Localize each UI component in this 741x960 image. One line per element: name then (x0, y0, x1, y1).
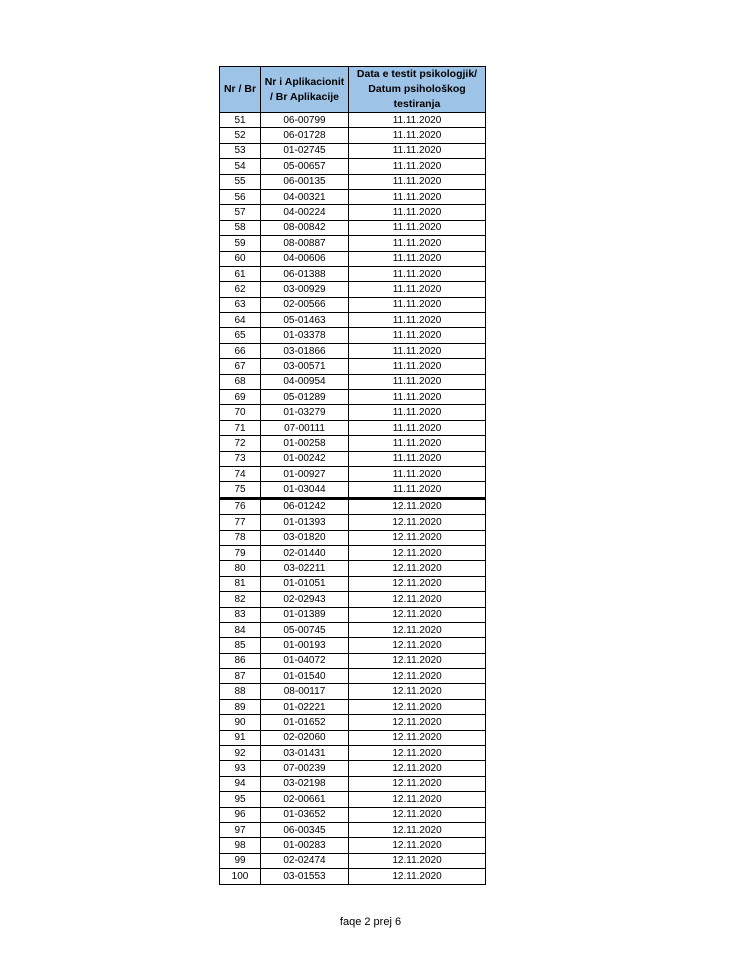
row-application-number: 06-01242 (261, 498, 349, 514)
row-nr: 75 (220, 482, 261, 498)
row-application-number: 03-02198 (261, 776, 349, 791)
row-application-number: 06-00135 (261, 174, 349, 189)
row-application-number: 01-03378 (261, 328, 349, 343)
table-row (220, 592, 486, 607)
row-application-number: 03-01866 (261, 343, 349, 358)
row-test-date: 11.11.2020 (349, 482, 486, 498)
row-nr: 80 (220, 561, 261, 576)
row-nr: 89 (220, 699, 261, 714)
row-nr: 76 (220, 498, 261, 514)
row-nr: 52 (220, 128, 261, 143)
row-application-number: 02-02943 (261, 592, 349, 607)
table-row (220, 746, 486, 761)
row-nr: 53 (220, 143, 261, 158)
row-test-date: 12.11.2020 (349, 592, 486, 607)
row-test-date: 11.11.2020 (349, 251, 486, 266)
row-test-date: 12.11.2020 (349, 622, 486, 637)
row-test-date: 12.11.2020 (349, 515, 486, 530)
row-application-number: 07-00239 (261, 761, 349, 776)
row-test-date: 12.11.2020 (349, 776, 486, 791)
row-test-date: 11.11.2020 (349, 359, 486, 374)
row-application-number: 01-00258 (261, 436, 349, 451)
row-application-number: 02-00566 (261, 297, 349, 312)
row-nr: 67 (220, 359, 261, 374)
table-row (220, 236, 486, 251)
table-row (220, 545, 486, 560)
table-row (220, 282, 486, 297)
table-row (220, 530, 486, 545)
row-application-number: 06-00799 (261, 113, 349, 128)
row-test-date: 11.11.2020 (349, 189, 486, 204)
table-row (220, 328, 486, 343)
row-test-date: 11.11.2020 (349, 374, 486, 389)
row-test-date: 12.11.2020 (349, 576, 486, 591)
header-nr: Nr / Br (220, 67, 261, 113)
row-nr: 59 (220, 236, 261, 251)
table-row (220, 451, 486, 466)
row-test-date: 11.11.2020 (349, 128, 486, 143)
row-nr: 93 (220, 761, 261, 776)
row-application-number: 04-00321 (261, 189, 349, 204)
row-application-number: 03-01431 (261, 746, 349, 761)
row-nr: 63 (220, 297, 261, 312)
row-test-date: 12.11.2020 (349, 545, 486, 560)
table-row (220, 853, 486, 868)
row-application-number: 01-01393 (261, 515, 349, 530)
row-application-number: 02-01440 (261, 545, 349, 560)
row-test-date: 12.11.2020 (349, 638, 486, 653)
header-application-number: Nr i Aplikacionit / Br Aplikacije (261, 67, 349, 113)
table-row (220, 359, 486, 374)
row-nr: 70 (220, 405, 261, 420)
row-application-number: 05-00745 (261, 622, 349, 637)
table-row (220, 390, 486, 405)
row-test-date: 11.11.2020 (349, 313, 486, 328)
row-application-number: 01-00193 (261, 638, 349, 653)
table-row (220, 776, 486, 791)
row-application-number: 05-01289 (261, 390, 349, 405)
row-test-date: 12.11.2020 (349, 530, 486, 545)
row-application-number: 04-00606 (261, 251, 349, 266)
row-test-date: 12.11.2020 (349, 853, 486, 868)
row-application-number: 01-03279 (261, 405, 349, 420)
row-application-number: 03-00571 (261, 359, 349, 374)
row-nr: 82 (220, 592, 261, 607)
row-nr: 69 (220, 390, 261, 405)
row-nr: 62 (220, 282, 261, 297)
row-nr: 65 (220, 328, 261, 343)
row-test-date: 11.11.2020 (349, 451, 486, 466)
row-test-date: 12.11.2020 (349, 715, 486, 730)
row-application-number: 01-01389 (261, 607, 349, 622)
row-test-date: 12.11.2020 (349, 669, 486, 684)
row-nr: 64 (220, 313, 261, 328)
table-row (220, 684, 486, 699)
table-row (220, 822, 486, 837)
table-row (220, 715, 486, 730)
table-row (220, 143, 486, 158)
row-test-date: 11.11.2020 (349, 328, 486, 343)
table-row (220, 730, 486, 745)
row-test-date: 11.11.2020 (349, 113, 486, 128)
row-nr: 78 (220, 530, 261, 545)
row-nr: 97 (220, 822, 261, 837)
row-nr: 72 (220, 436, 261, 451)
table-row (220, 128, 486, 143)
row-test-date: 12.11.2020 (349, 807, 486, 822)
row-test-date: 12.11.2020 (349, 498, 486, 514)
row-nr: 54 (220, 159, 261, 174)
row-test-date: 11.11.2020 (349, 405, 486, 420)
row-nr: 79 (220, 545, 261, 560)
row-test-date: 12.11.2020 (349, 746, 486, 761)
row-application-number: 02-02060 (261, 730, 349, 745)
row-test-date: 12.11.2020 (349, 561, 486, 576)
table-row (220, 869, 486, 884)
row-application-number: 06-01388 (261, 266, 349, 281)
table-row (220, 297, 486, 312)
table-row (220, 761, 486, 776)
table-row (220, 113, 486, 128)
row-application-number: 01-01051 (261, 576, 349, 591)
row-nr: 60 (220, 251, 261, 266)
table-row (220, 374, 486, 389)
row-nr: 95 (220, 792, 261, 807)
row-test-date: 12.11.2020 (349, 822, 486, 837)
table-row (220, 436, 486, 451)
row-nr: 81 (220, 576, 261, 591)
row-test-date: 11.11.2020 (349, 143, 486, 158)
row-nr: 90 (220, 715, 261, 730)
row-application-number: 07-00111 (261, 420, 349, 435)
row-application-number: 02-02474 (261, 853, 349, 868)
row-application-number: 01-00927 (261, 466, 349, 481)
row-test-date: 12.11.2020 (349, 761, 486, 776)
row-nr: 83 (220, 607, 261, 622)
table-row (220, 343, 486, 358)
table-row (220, 561, 486, 576)
table-row (220, 669, 486, 684)
table-row (220, 607, 486, 622)
row-application-number: 06-00345 (261, 822, 349, 837)
row-application-number: 05-01463 (261, 313, 349, 328)
table-row (220, 653, 486, 668)
row-test-date: 11.11.2020 (349, 297, 486, 312)
results-table (219, 66, 486, 885)
row-nr: 51 (220, 113, 261, 128)
row-nr: 73 (220, 451, 261, 466)
table-row (220, 174, 486, 189)
row-application-number: 04-00224 (261, 205, 349, 220)
row-test-date: 11.11.2020 (349, 236, 486, 251)
row-application-number: 01-03044 (261, 482, 349, 498)
row-application-number: 08-00117 (261, 684, 349, 699)
row-test-date: 11.11.2020 (349, 466, 486, 481)
row-application-number: 01-00283 (261, 838, 349, 853)
row-test-date: 12.11.2020 (349, 607, 486, 622)
row-test-date: 11.11.2020 (349, 266, 486, 281)
row-test-date: 11.11.2020 (349, 436, 486, 451)
table-header-row (220, 67, 486, 113)
table-row (220, 205, 486, 220)
row-application-number: 04-00954 (261, 374, 349, 389)
table-row (220, 220, 486, 235)
row-nr: 57 (220, 205, 261, 220)
row-test-date: 11.11.2020 (349, 205, 486, 220)
row-nr: 58 (220, 220, 261, 235)
row-application-number: 02-00661 (261, 792, 349, 807)
row-test-date: 11.11.2020 (349, 159, 486, 174)
table-row (220, 482, 486, 498)
row-application-number: 06-01728 (261, 128, 349, 143)
row-test-date: 11.11.2020 (349, 282, 486, 297)
table-row (220, 313, 486, 328)
row-nr: 96 (220, 807, 261, 822)
row-nr: 68 (220, 374, 261, 389)
row-nr: 100 (220, 869, 261, 884)
table-row (220, 420, 486, 435)
table-body (220, 113, 486, 885)
row-application-number: 01-00242 (261, 451, 349, 466)
table-row (220, 699, 486, 714)
row-nr: 91 (220, 730, 261, 745)
row-application-number: 03-02211 (261, 561, 349, 576)
row-test-date: 11.11.2020 (349, 390, 486, 405)
table-row (220, 251, 486, 266)
header-test-date: Data e testit psikologjik/ Datum psihološkog testiranja (349, 67, 486, 113)
table-row (220, 792, 486, 807)
row-test-date: 12.11.2020 (349, 653, 486, 668)
row-application-number: 03-00929 (261, 282, 349, 297)
row-test-date: 12.11.2020 (349, 684, 486, 699)
row-test-date: 12.11.2020 (349, 792, 486, 807)
row-nr: 85 (220, 638, 261, 653)
row-application-number: 08-00887 (261, 236, 349, 251)
row-nr: 74 (220, 466, 261, 481)
row-test-date: 11.11.2020 (349, 343, 486, 358)
row-nr: 71 (220, 420, 261, 435)
row-nr: 94 (220, 776, 261, 791)
row-application-number: 01-02745 (261, 143, 349, 158)
row-application-number: 01-02221 (261, 699, 349, 714)
row-nr: 98 (220, 838, 261, 853)
row-nr: 56 (220, 189, 261, 204)
row-application-number: 01-04072 (261, 653, 349, 668)
table-row (220, 838, 486, 853)
table-row (220, 622, 486, 637)
row-nr: 61 (220, 266, 261, 281)
table-row (220, 576, 486, 591)
row-nr: 87 (220, 669, 261, 684)
row-nr: 92 (220, 746, 261, 761)
row-test-date: 11.11.2020 (349, 220, 486, 235)
row-nr: 66 (220, 343, 261, 358)
row-test-date: 12.11.2020 (349, 699, 486, 714)
row-nr: 77 (220, 515, 261, 530)
page-footer: faqe 2 prej 6 (339, 916, 402, 928)
row-nr: 86 (220, 653, 261, 668)
row-application-number: 08-00842 (261, 220, 349, 235)
table-row (220, 466, 486, 481)
row-nr: 55 (220, 174, 261, 189)
row-nr: 99 (220, 853, 261, 868)
table-row (220, 807, 486, 822)
table-row (220, 189, 486, 204)
table-row (220, 405, 486, 420)
row-test-date: 11.11.2020 (349, 420, 486, 435)
row-nr: 88 (220, 684, 261, 699)
row-test-date: 12.11.2020 (349, 838, 486, 853)
row-test-date: 11.11.2020 (349, 174, 486, 189)
row-test-date: 12.11.2020 (349, 869, 486, 884)
row-application-number: 05-00657 (261, 159, 349, 174)
row-application-number: 01-01652 (261, 715, 349, 730)
row-application-number: 03-01553 (261, 869, 349, 884)
row-application-number: 01-01540 (261, 669, 349, 684)
row-test-date: 12.11.2020 (349, 730, 486, 745)
table-row (220, 498, 486, 514)
row-application-number: 03-01820 (261, 530, 349, 545)
table-row (220, 638, 486, 653)
row-nr: 84 (220, 622, 261, 637)
table-row (220, 515, 486, 530)
row-application-number: 01-03652 (261, 807, 349, 822)
table-row (220, 266, 486, 281)
table-row (220, 159, 486, 174)
